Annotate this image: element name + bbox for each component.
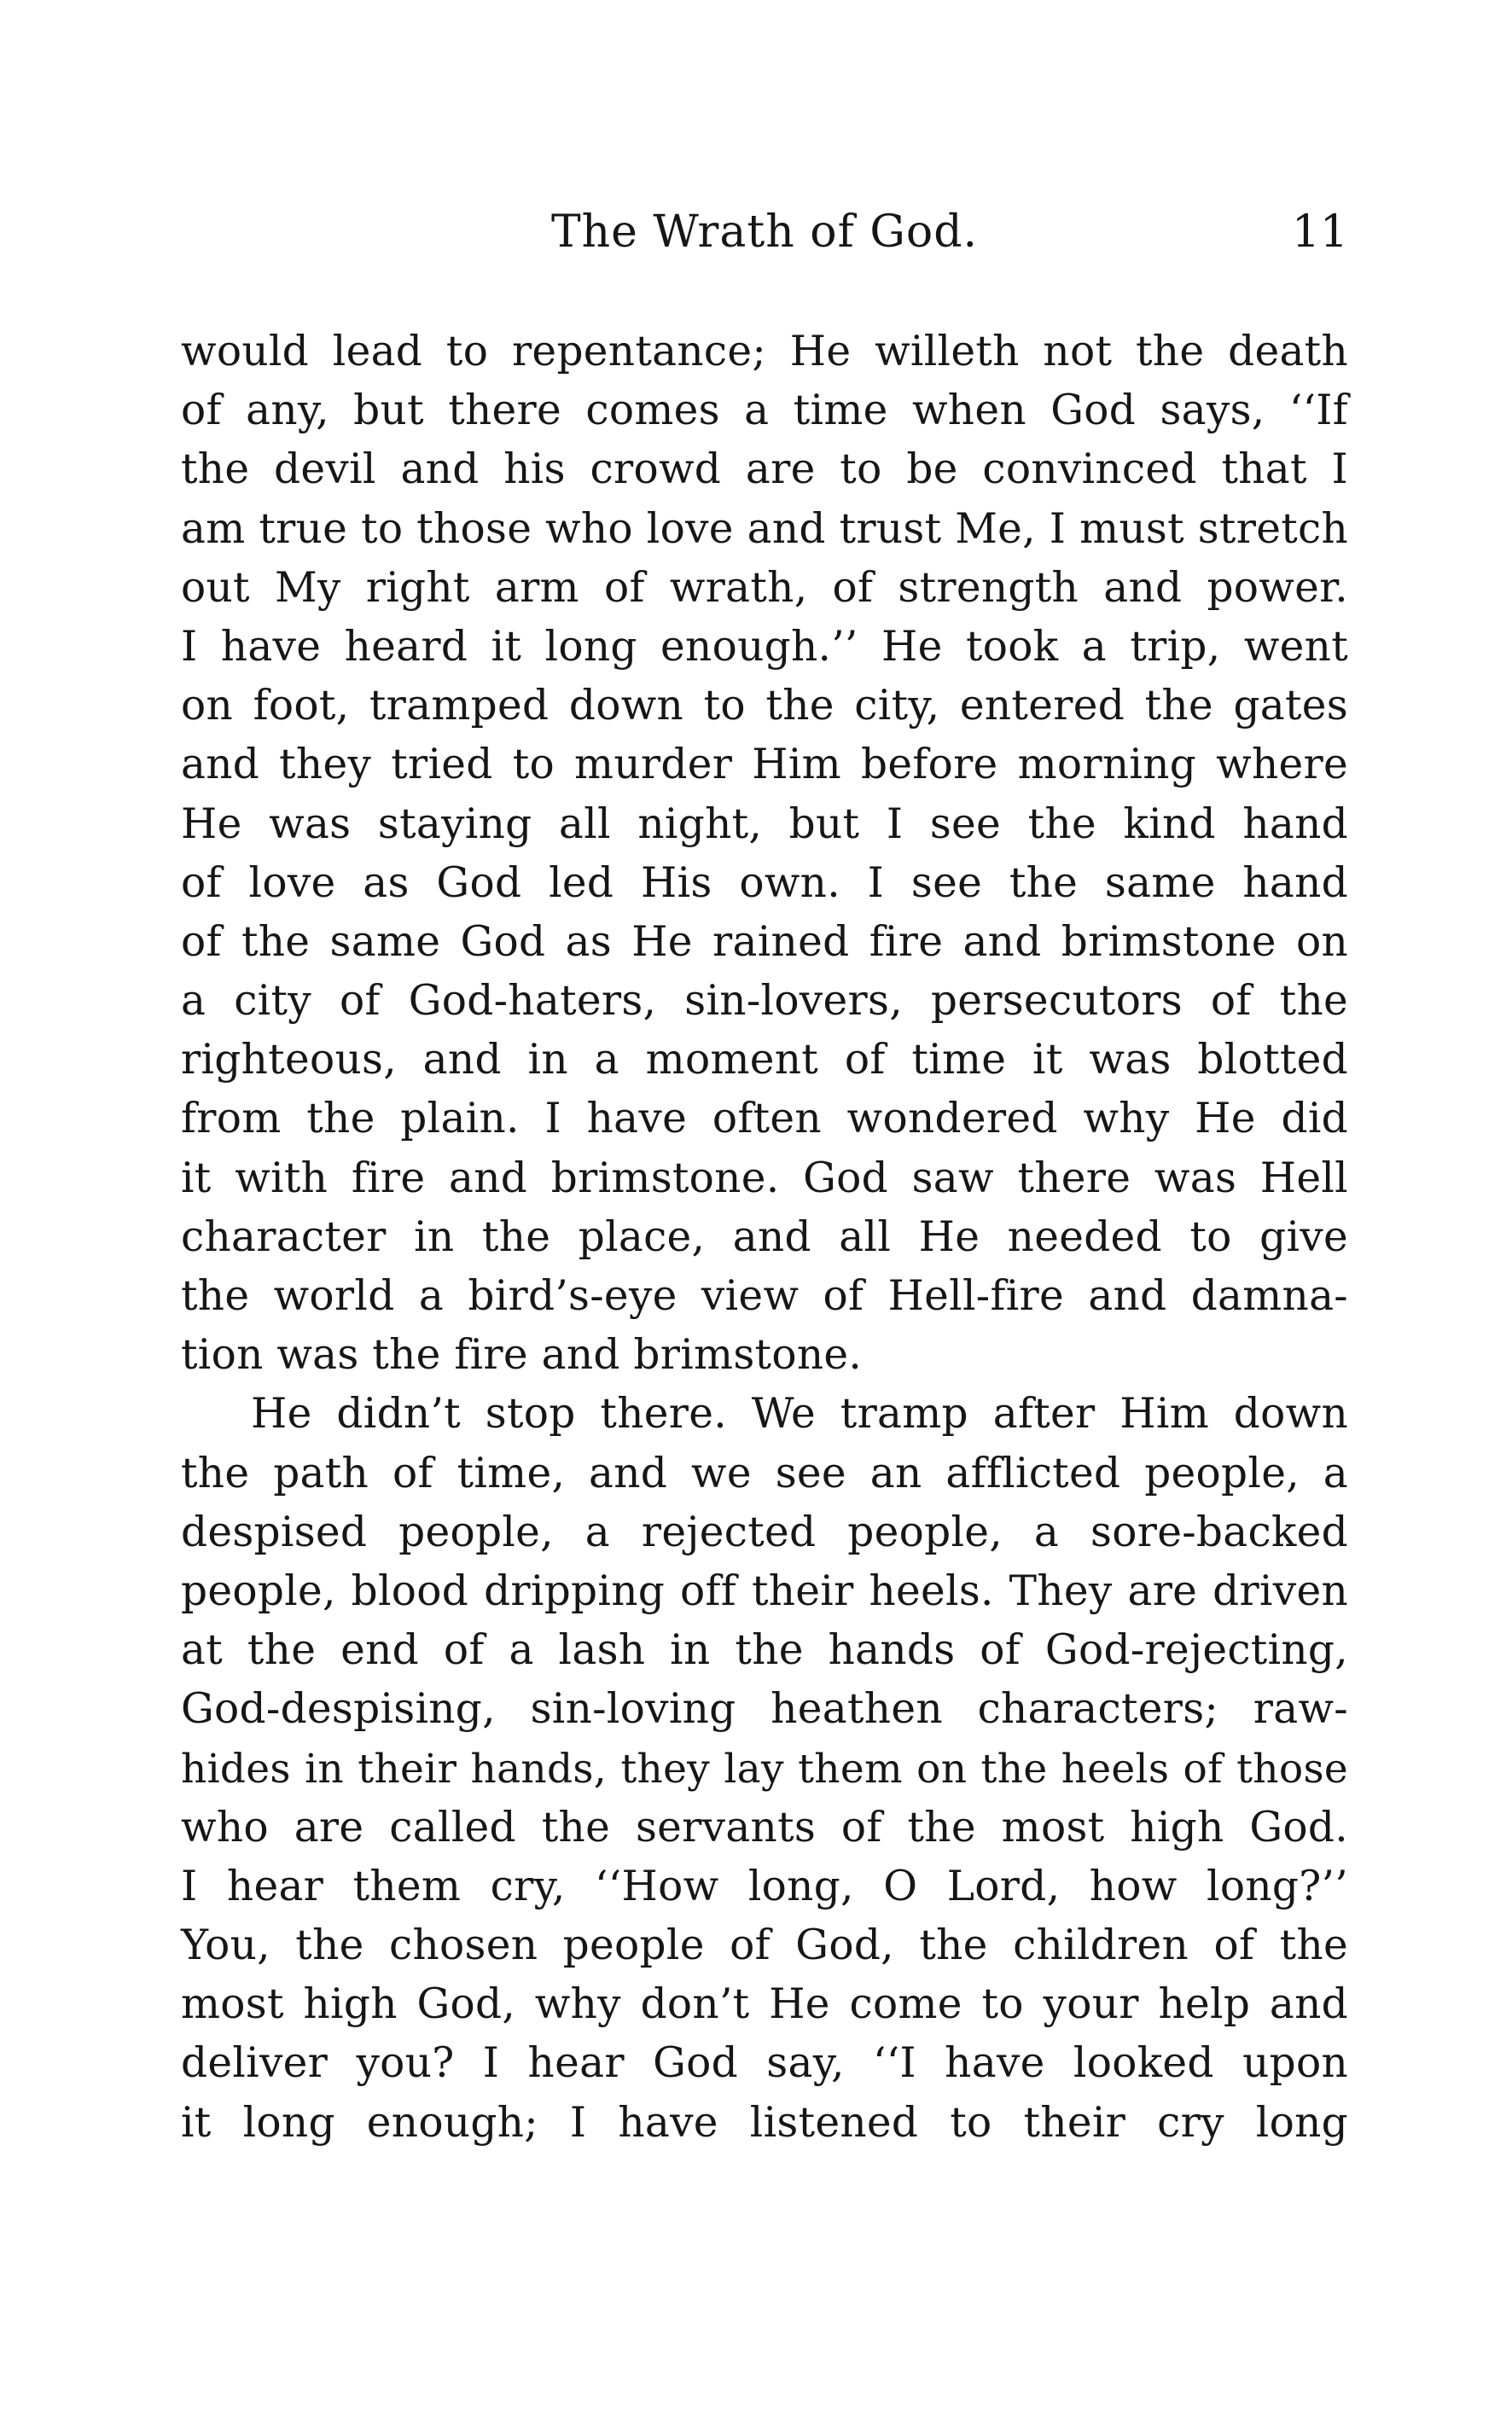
text-line: of the same God as He rained fire and brimstone on bbox=[181, 917, 1348, 966]
text-line: and they tried to murder Him before morning where bbox=[181, 741, 1348, 789]
text-line: righteous, and in a moment of time it was blotted bbox=[181, 1036, 1348, 1084]
page-number: 11 bbox=[1291, 206, 1348, 258]
text-line: it long enough; I have listened to their cry long bbox=[181, 2098, 1348, 2147]
text-line: He didn’t stop there. We tramp after Him down bbox=[251, 1390, 1348, 1439]
text-line: hides in their hands, they lay them on the heels of those bbox=[181, 1745, 1348, 1793]
text-line: at the end of a lash in the hands of God-rejecting, bbox=[181, 1626, 1348, 1675]
text-line: of any, but there comes a time when God says, ‘‘If bbox=[181, 387, 1348, 435]
text-line: I hear them cry, ‘‘How long, O Lord, how long?’’ bbox=[181, 1862, 1348, 1910]
text-line: of love as God led His own. I see the same hand bbox=[181, 858, 1348, 907]
text-line: character in the place, and all He needed to give bbox=[181, 1212, 1348, 1261]
paragraph-2 bbox=[181, 1385, 1348, 2152]
text-line: deliver you? I hear God say, ‘‘I have looked upon bbox=[181, 2039, 1348, 2088]
text-line: who are called the servants of the most high God. bbox=[181, 1803, 1348, 1851]
text-line: He was staying all night, but I see the kind hand bbox=[181, 799, 1348, 848]
text-line: You, the chosen people of God, the children of the bbox=[181, 1921, 1348, 1970]
text-line: out My right arm of wrath, of strength and power. bbox=[181, 563, 1348, 612]
text-line: despised people, a rejected people, a sore-backed bbox=[181, 1508, 1348, 1556]
paragraph-1 bbox=[181, 323, 1348, 1385]
text-line: I have heard it long enough.’’ He took a trip, went bbox=[181, 622, 1348, 671]
running-header bbox=[181, 198, 1348, 266]
text-line: on foot, tramped down to the city, entered the gates bbox=[181, 682, 1348, 730]
text-line: God-despising, sin-loving heathen characters; raw- bbox=[181, 1685, 1348, 1734]
text-line: the devil and his crowd are to be convinced that I bbox=[181, 445, 1348, 494]
text-line: people, blood dripping off their heels. They are driven bbox=[181, 1567, 1348, 1615]
running-title: The Wrath of God. bbox=[550, 206, 979, 258]
text-line: most high God, why don’t He come to your help and bbox=[181, 1980, 1348, 2029]
body-text bbox=[181, 323, 1348, 2153]
text-line: the path of time, and we see an afflicted people, a bbox=[181, 1449, 1348, 1497]
text-line: the world a bird’s-eye view of Hell-fire and damna- bbox=[181, 1272, 1348, 1320]
text-line: it with fire and brimstone. God saw there was Hell bbox=[181, 1154, 1348, 1202]
text-line: from the plain. I have often wondered why He did bbox=[181, 1095, 1348, 1143]
text-line: a city of God-haters, sin-lovers, persecutors of the bbox=[181, 977, 1348, 1026]
text-line: am true to those who love and trust Me, I must stretch bbox=[181, 504, 1348, 553]
text-line: tion was the fire and brimstone. bbox=[181, 1331, 863, 1380]
text-line: would lead to repentance; He willeth not the death bbox=[181, 328, 1348, 375]
